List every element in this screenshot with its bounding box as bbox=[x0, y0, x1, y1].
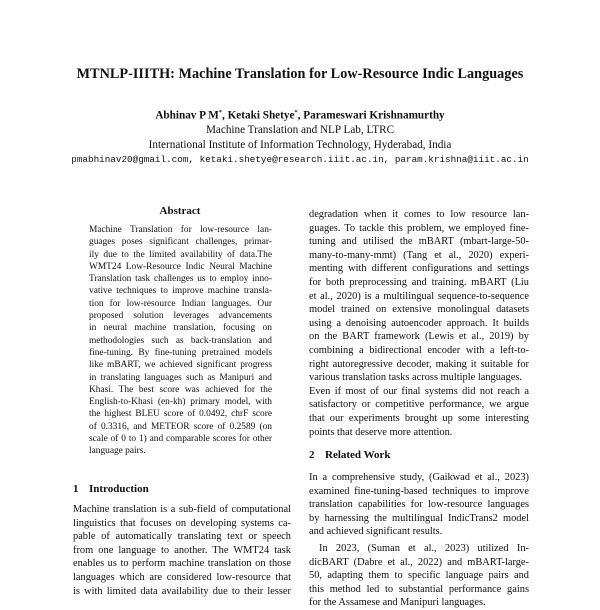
text-line: many-to-many-mmt) (Tang et al., 2020) experi- bbox=[309, 249, 529, 261]
text-line: languages which are considered low-resource that bbox=[73, 571, 291, 583]
text-line: points that deserve more attention. bbox=[309, 426, 453, 438]
text-line: et al., 2020) is a multilingual sequence-to-sequence bbox=[309, 290, 529, 302]
text-line: for the Assamese and Manipuri languages. bbox=[309, 597, 486, 609]
text-line: pable of automatically translating text or speech bbox=[73, 531, 291, 543]
abstract-line: in neural machine translation, focusing on bbox=[89, 323, 272, 334]
text-line: this method led to substantial performance gains bbox=[309, 583, 529, 595]
abstract-line: WMT24 Low-Resource Indic Neural Machine bbox=[89, 261, 272, 272]
abstract-line: vative techniques to improve machine transla- bbox=[89, 286, 272, 297]
abstract-line: Translation task challenges us to employ inno- bbox=[89, 274, 272, 285]
author-mark: * bbox=[294, 109, 298, 116]
abstract-line: English-to-Khasi (en-kh) primary model, with bbox=[89, 397, 272, 408]
text-line: combining a bidirectional encoder with a left-to- bbox=[309, 344, 529, 356]
text-line: In 2023, (Suman et al., 2023) utilized In- bbox=[319, 542, 529, 554]
text-line: right autoregressive decoder, making it suitable for bbox=[309, 358, 529, 370]
abstract-line: scale of 0 to 1) and comparable scores for other bbox=[89, 434, 272, 445]
text-line: examined fine-tuning-based techniques to improve bbox=[309, 485, 529, 497]
section-title: Related Work bbox=[325, 449, 391, 461]
abstract-line: in translating languages such as Manipuri and bbox=[89, 372, 272, 383]
text-line: various translation tasks across multiple languages. bbox=[309, 372, 522, 384]
introduction-body bbox=[73, 503, 291, 598]
text-line: menting with different configurations and settings bbox=[309, 263, 529, 275]
abstract-line: methodologies such as back-translation and bbox=[89, 335, 272, 346]
text-line: on the BART framework (Lewis et al., 2019) by bbox=[309, 331, 529, 343]
author-name: Abhinav P M bbox=[155, 109, 219, 122]
section-heading-related-work bbox=[309, 449, 391, 461]
section-heading-introduction bbox=[73, 483, 149, 495]
right-column-body bbox=[309, 208, 529, 439]
abstract-line: ily due to the limited availability of data.The bbox=[89, 249, 272, 260]
abstract-line: the highest BLEU score of 0.0492, chrF score bbox=[89, 409, 272, 420]
text-line: 50, adapting them to specific language pairs and bbox=[309, 570, 529, 582]
abstract-heading: Abstract bbox=[159, 205, 201, 217]
text-line: Machine translation is a sub-field of computational bbox=[73, 504, 291, 515]
text-line: degradation when it comes to low resource lan- bbox=[309, 209, 529, 220]
text-line: and achieved significant results. bbox=[309, 526, 443, 538]
abstract-line: fine-tuning. By fine-tuning pretrained models bbox=[89, 347, 272, 358]
abstract-line: like mBART, we achieved significant progress bbox=[89, 360, 272, 371]
text-line: Even if most of our final systems did not reach a bbox=[309, 385, 529, 397]
text-line: satisfactory or competitive performance, we argue bbox=[309, 399, 529, 411]
text-line: In a comprehensive study, (Gaikwad et al., 2023) bbox=[309, 472, 529, 483]
affiliation-lab: Machine Translation and NLP Lab, LTRC bbox=[205, 124, 395, 136]
author-list: Abhinav P M*, Ketaki Shetye*, Parameswari Krishnamurthy bbox=[155, 109, 445, 122]
text-line: from one language to another. The WMT24 task bbox=[73, 544, 291, 556]
abstract-line: guages poses significant challenges, primar- bbox=[89, 237, 272, 248]
paper-title: MTNLP-IIITH: Machine Translation for Low-Resource Indic Languages bbox=[76, 66, 524, 82]
abstract-line: of 0.3316, and METEOR score of 0.2589 (on bbox=[89, 421, 272, 432]
abstract-line: language pairs. bbox=[89, 446, 146, 457]
abstract-line: Khasi. The best score was achieved for the bbox=[89, 384, 272, 395]
abstract-line: Machine Translation for low-resource lan- bbox=[89, 225, 272, 235]
abstract-line: tion for low-resource Indian languages. Our bbox=[89, 298, 272, 309]
text-line: linguistics that focuses on developing systems ca- bbox=[73, 517, 291, 529]
text-line: model trained on extensive monolingual datasets bbox=[309, 304, 529, 316]
affiliation-institute: International Institute of Information Technology, Hyderabad, India bbox=[148, 139, 452, 151]
author-emails: pmabhinav20@gmail.com, ketaki.shetye@research.iiit.ac.in, param.krishna@iiit.ac.in bbox=[71, 154, 529, 165]
text-line: is with limited data availability due to their lesser bbox=[73, 585, 291, 597]
text-line: by harnessing the multilingual IndicTrans2 model bbox=[309, 512, 529, 524]
text-line: for both preprocessing and training. mBART (Liu bbox=[309, 276, 529, 288]
text-line: tuning and utilised the mBART (mbart-large-50- bbox=[309, 236, 529, 248]
text-line: guages. To tackle this problem, we employed fine- bbox=[309, 222, 529, 234]
section-title: Introduction bbox=[89, 483, 149, 495]
abstract-line: proposed solution leverages advancements bbox=[89, 311, 272, 322]
section-number: 1 bbox=[73, 483, 79, 495]
author-name: Ketaki Shetye bbox=[227, 109, 295, 122]
related-work-body bbox=[309, 471, 529, 610]
author-name: Parameswari Krishnamurthy bbox=[303, 109, 445, 122]
author-mark: * bbox=[218, 109, 223, 116]
text-line: using a denoising autoencoder approach. It builds bbox=[309, 317, 529, 329]
abstract-body bbox=[89, 224, 272, 458]
text-line: that our experiments brought up some interesting bbox=[309, 412, 529, 424]
section-number: 2 bbox=[309, 449, 315, 461]
text-line: dicBART (Dabre et al., 2022) and mBART-large- bbox=[309, 556, 529, 568]
text-line: translation capabilities for low-resource languages bbox=[309, 499, 529, 511]
text-line: enables us to perform machine translation on those bbox=[73, 558, 291, 570]
